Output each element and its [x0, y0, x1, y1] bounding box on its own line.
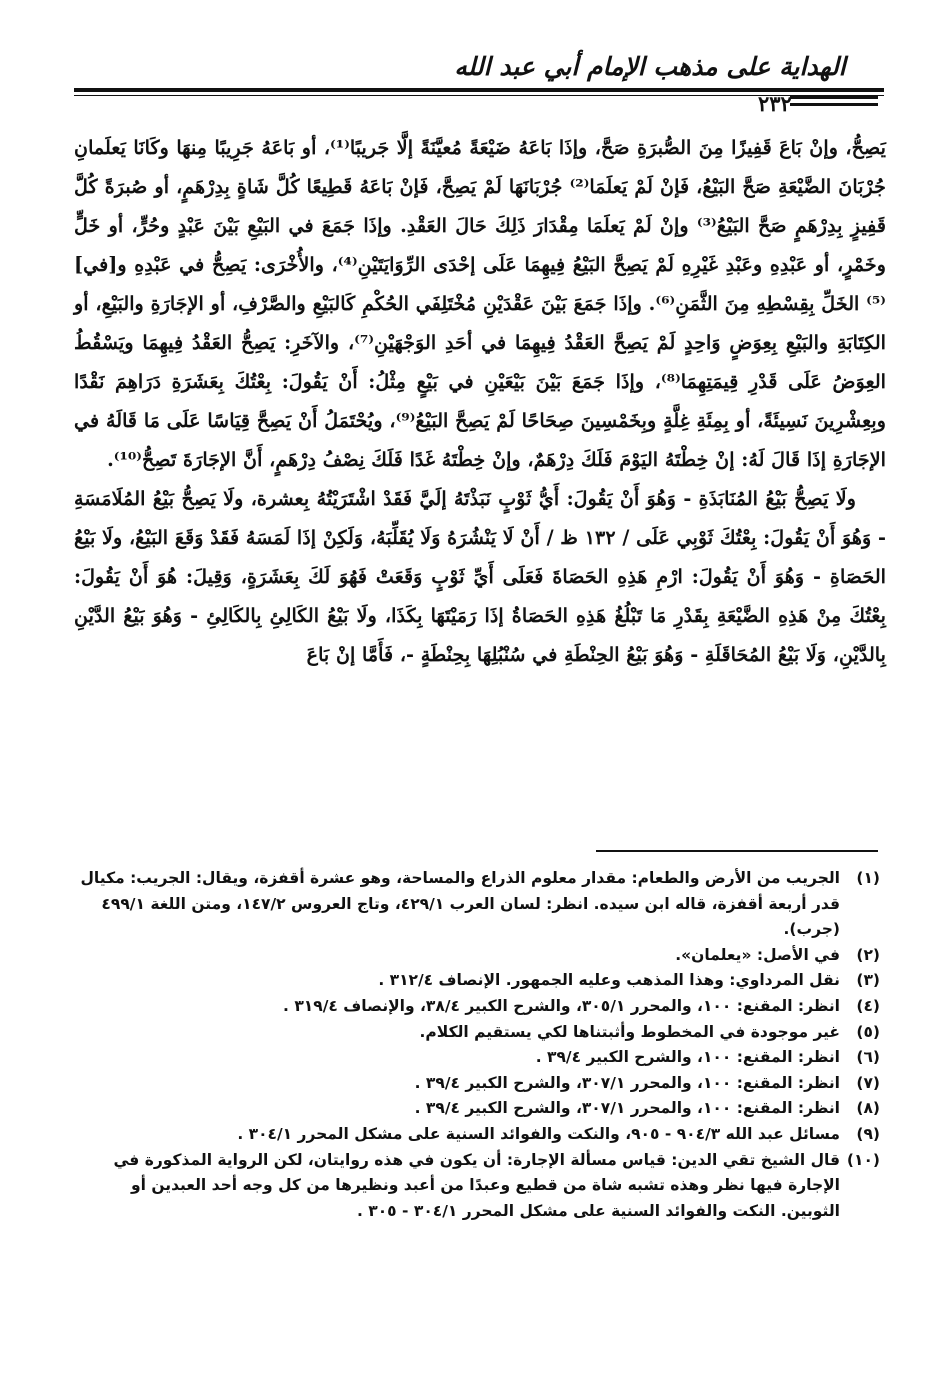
- footnote-text: في الأصل: «يعلمان».: [675, 945, 840, 964]
- footnote-text: مسائل عبد الله ٩٠٤/٣ - ٩٠٥، والنكت والفوائد السنية على مشكل المحرر ٣٠٤/١ .: [237, 1124, 840, 1143]
- footnote-number: (٥): [856, 1022, 880, 1041]
- footnote: [80, 1122, 880, 1148]
- footnote-number: (٩): [856, 1124, 880, 1143]
- footnote-text: نقل المرداوي: وهذا المذهب وعليه الجمهور. الإنصاف ٣١٢/٤ .: [378, 971, 840, 990]
- footnote: [80, 994, 880, 1020]
- footnote: [80, 1045, 880, 1071]
- footnote: [80, 968, 880, 994]
- footnote-text: الجريب من الأرض والطعام: مقدار معلوم الذراع والمساحة، وهو عشرة أقفزة، ويقال: الجريب: مكيال قدر أربعة أقفزة، قاله ابن سيده. انظر: لسان العرب ٤٢٩/١، وتاج العروس ١٤٧/٢، ومتن اللغة ٤٩٩/١ (جرب).: [80, 869, 840, 939]
- footnote-number: (٧): [856, 1073, 880, 1092]
- running-header-title: الهداية على مذهب الإمام أبي عبد الله: [454, 52, 846, 81]
- footnotes: [80, 866, 880, 1224]
- paragraph: ولَا يَصِحُّ بَيْعُ المُنَابَذَةِ - وَهُوَ أَنْ يَقُولَ: أَيُّ ثَوْبٍ نَبَذْتَهُ إلَيَّ فَقَدْ اشْتَرَيْتُهُ بِعشرة، ولَا يَصِحُّ بَيْعُ المُلَامَسَةِ - وَهُوَ أَنْ يَقُولَ: بِعْتُكَ ثَوْبِي عَلَى / ١٣٢ ظ / أَنْ لَا يَنْشُرَهُ وَلَا يُقَلِّبَهُ، وَلَكِنْ إذَا لَمَسَهُ فَقَدْ وَقَعَ البَيْعُ، ولَا بَيْعُ الحَصَاةِ - وَهُوَ أَنْ يَقُولَ: ارْمِ هَذِهِ الحَصَاةَ فَعَلَى أَيِّ ثَوْبٍ وَقَعَتْ فَهُوَ لَكَ بِعَشَرَةٍ، وَقِيلَ: هُوَ أَنْ يَقُولَ: بِعْتُكَ مِنْ هَذِهِ الضَّيْعَةِ بِقَدْرِ مَا تَبْلُغُ هَذِهِ الحَصَاةُ إذَا رَمَيْتَهَا بِكَذَا، ولَا بَيْعُ الكَالِئِ بِالكَالِئِ - وَهُوَ بَيْعُ الدَّيْنِ بِالدَّيْنِ، وَلَا بَيْعُ المُحَاقَلَةِ - وَهُوَ بَيْعُ الحِنْطَةِ في سُنْبُلِهَا بِحِنْطَةٍ -، فَأَمَّا إنْ بَاعَ: [74, 487, 886, 666]
- footnote: [80, 943, 880, 969]
- footnote: [80, 1020, 880, 1046]
- paragraph: يَصِحُّ، وإنْ بَاعَ قَفِيزًا مِنَ الصُّبرَةِ صَحَّ، وإذَا بَاعَهُ ضَيْعَةً مُعيَّنَةً إلَّا جَريبًا⁽¹⁾، أو بَاعَهُ جَرِيبًا مِنهَا وكَانَا يَعلَمانِ جُرْبَانَ الضَّيْعَةِ صَحَّ البَيْعُ، فَإنْ لَمْ يَعلَمَا⁽²⁾ جُرْبَانَهَا لَمْ يَصِحَّ، فَإنْ بَاعَهُ قَطِيعًا كُلَّ شَاةٍ بِدِرْهَمٍ، أو صُبرَةً كُلَّ قَفِيزٍ بِدِرْهَمٍ صَحَّ البَيْعُ⁽³⁾ وإنْ لَمْ يَعلَمَا مِقْدَارَ ذَلِكَ حَالَ العَقْدِ. وإذَا جَمَعَ في البَيْعِ بَيْنَ عَبْدٍ وحُرٍّ، أو خَلٍّ وخَمْرٍ، أو عَبْدِهِ وعَبْدِ غَيْرِهِ لَمْ يَصِحَّ البَيْعُ فِيهِمَا عَلَى إحْدَى الرِّوَايَتَيْنِ⁽⁴⁾، والأُخْرَى: يَصِحُّ في عَبْدِهِ و[في]⁽⁵⁾ الخَلِّ بِقِسْطِهِ مِنَ الثَّمَنِ⁽⁶⁾. وإذَا جَمَعَ بَيْنَ عَقْدَيْنِ مُخْتَلِفَي الحُكْمِ كَالبَيْعِ والصَّرْفِ، أو الإجَارَةِ والبَيْعِ، أو الكِتَابَةِ والبَيْعِ بِعِوَضٍ وَاحِدٍ لَمْ يَصِحَّ العَقْدُ فِيهِمَا في أحَدِ الوَجْهَيْنِ⁽⁷⁾، والآخَرِ: يَصِحُّ العَقْدُ فِيهِمَا ويَسْقُطُ العِوَضُ عَلَى قَدْرِ قِيمَتِهِمَا⁽⁸⁾، وإذَا جَمَعَ بَيْنَ بَيْعَيْنِ في بَيْعٍ مِثْلُ: أَنْ يَقُولَ: بِعْتُكَ بِعَشَرَةِ دَرَاهِمَ نَقْدًا وبِعِشْرِينَ نَسِيئَةً، أو بِمِئَةِ غِلَّةٍ وبِخَمْسِينَ صِحَاحًا لَمْ يَصِحَّ البَيْعُ⁽⁹⁾، ويُحْتَمَلُ أَنْ يَصِحَّ قِيَاسًا عَلَى مَا قَالَهُ في الإجَارَةِ إذَا قَالَ لَهُ: إنْ خِطْتَهُ اليَوْمَ فَلَكَ دِرْهَمٌ، وإنْ خِطْتَهُ غَدًا فَلَكَ نِصْفُ دِرْهَمٍ، أَنَّ الإجَارَةَ تَصِحُّ⁽¹⁰⁾.: [74, 136, 887, 471]
- footnote-number: (٣): [856, 971, 880, 990]
- footnote-number: (٤): [856, 996, 880, 1015]
- footnote-number: (٦): [856, 1048, 880, 1067]
- footnote: [80, 1148, 880, 1225]
- footnote-number: (١): [856, 869, 880, 887]
- footnote-text: قال الشيخ تقي الدين: قياس مسألة الإجارة: أن يكون في هذه روايتان، لكن الرواية المذكورة في الإجارة فيها نظر وهذه تشبه شاة من قطيع وعبدًا من أعبد ونظيرها من كل وجه أحد العبدين أو الثوبين. النكت والفوائد السنية على مشكل المحرر ٣٠٤/١ - ٣٠٥ .: [113, 1150, 840, 1220]
- footnote-text: انظر: المقنع: ١٠٠، والمحرر ٣٠٥/١، والشرح الكبير ٣٨/٤، والإنصاف ٣١٩/٤ .: [283, 996, 840, 1015]
- footnote-text: انظر: المقنع: ١٠٠، والشرح الكبير ٣٩/٤ .: [535, 1048, 840, 1067]
- page-number: ٢٣٢: [758, 91, 792, 116]
- footnote-number: (٢): [856, 945, 880, 964]
- footnote-text: غير موجودة في المخطوط وأثبتناها لكي يستقيم الكلام.: [419, 1022, 840, 1041]
- footnote-separator: [596, 850, 878, 852]
- main-text: [74, 128, 886, 674]
- footnote-number: (٨): [856, 1099, 880, 1118]
- footnote-text: انظر: المقنع: ١٠٠، والمحرر ٣٠٧/١، والشرح الكبير ٣٩/٤ .: [414, 1099, 840, 1118]
- footnote-text: انظر: المقنع: ١٠٠، والمحرر ٣٠٧/١، والشرح الكبير ٣٩/٤ .: [414, 1073, 840, 1092]
- footnote: [80, 866, 880, 943]
- footnote: [80, 1096, 880, 1122]
- footnote: [80, 1071, 880, 1097]
- footnote-number: (١٠): [846, 1150, 880, 1169]
